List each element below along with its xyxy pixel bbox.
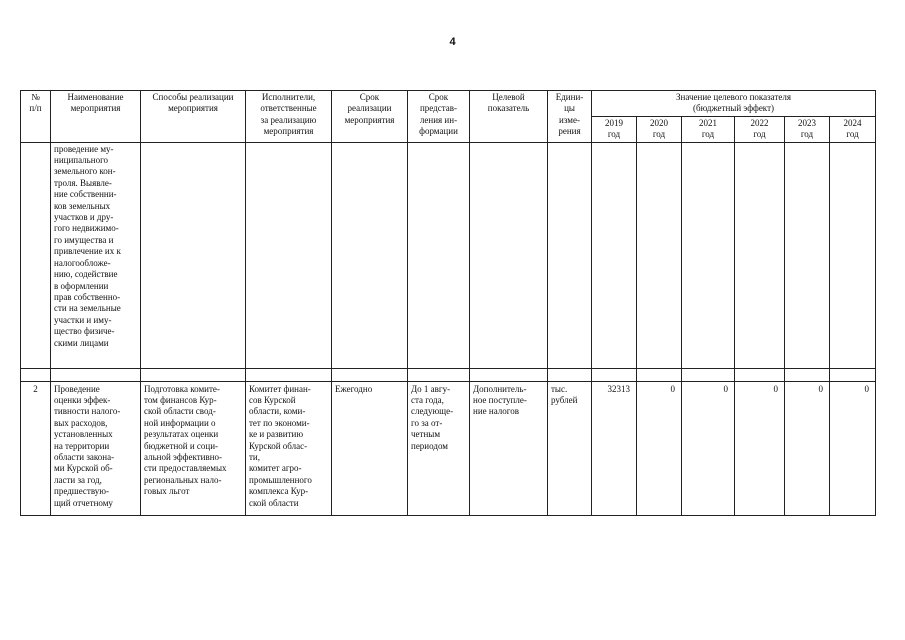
header-no [21,91,51,143]
text-line: бюджетной и соци- [144,440,219,451]
text-line: ской области свод- [144,406,216,417]
text-line: Срок [428,92,449,102]
text-line: рублей [551,395,578,406]
text-line: показатель [487,103,530,114]
text-line: на территории [54,440,110,451]
text-line: налогообложе- [54,257,111,268]
text-line: области закона- [54,452,115,463]
cell-value-2020 [637,142,682,368]
text-line: периодом [411,440,448,451]
text-line: рения [558,126,581,137]
text-line: промышленного [249,474,312,485]
text-line: Способы реализации [152,92,234,102]
text-line: ков земельных [54,200,111,211]
cell-value-2023: 0 [785,381,830,515]
header-report-term [408,91,470,143]
text-line: тивности налого- [54,406,121,417]
cell-value-2024 [830,142,876,368]
text-line: участки и иму- [54,314,112,325]
text-line: Комитет финан- [249,383,311,394]
table-row-continuation [21,142,876,368]
text-line: комитет агро- [249,463,302,474]
text-line: щий отчетному [54,497,113,508]
header-value-group [592,91,876,117]
text-line: троля. Выявле- [54,177,112,188]
header-year-2020: 2020 год [637,116,682,142]
text-line: четным [411,429,441,440]
text-line: ской области [249,497,299,508]
text-line: п/п [29,103,42,114]
text-line: го имущества и [54,234,114,245]
header-year-2022: 2022 год [735,116,785,142]
text-line: Наименование [67,92,124,102]
text-line: том финансов Кур- [144,395,217,406]
cell-value-2022: 0 [735,381,785,515]
cell-units [548,381,592,515]
text-line: привлечение их к [54,246,121,257]
cell-executors [246,381,332,515]
text-line: ти, [249,452,260,463]
text-line: Срок [359,92,380,102]
text-line: проведение му- [54,143,114,154]
header-name [51,91,141,143]
text-line: скими лицами [54,337,109,348]
text-line: следующе- [411,406,454,417]
text-line: ласти за год, [54,474,102,485]
text-line: реализации [347,103,392,114]
text-line: Исполнители, [261,92,316,102]
text-line: вых расходов, [54,417,108,428]
text-line: говых льгот [144,486,190,497]
text-line: тыс. [551,383,568,394]
text-line: Проведение [54,383,100,394]
cell-value-2019 [592,142,637,368]
cell-units [548,142,592,368]
header-methods [141,91,246,143]
text-line: ниципального [54,155,109,166]
header-term [332,91,408,143]
text-line: участков и дру- [54,212,114,223]
targets-table [20,90,876,516]
text-line: сти на земельные [54,303,121,314]
cell-no: 2 [21,381,51,515]
table-row-spacer [21,368,876,381]
text-line: региональных нало- [144,474,222,485]
text-line: № [31,92,40,102]
text-line: установленных [54,429,113,440]
text-line: комплекса Кур- [249,486,309,497]
cell-target [470,381,548,515]
cell-value-2022 [735,142,785,368]
text-line: щество физиче- [54,326,115,337]
header-target [470,91,548,143]
text-line: ние налогов [473,406,519,417]
text-line: Значение целевого показателя [676,92,791,102]
cell-no [21,142,51,368]
text-line: мероприятия [168,103,218,114]
text-line: за реализацию [260,114,317,125]
text-line: нию, содействие [54,269,118,280]
text-line: сти предоставляемых [144,463,227,474]
header-year-2019: 2019 год [592,116,637,142]
text-line: ста года, [411,395,444,406]
text-line: Едини- [555,92,584,102]
text-line: ное поступле- [473,395,527,406]
text-line: изме- [559,114,580,125]
text-line: тет по экономи- [249,417,310,428]
cell-name [51,381,141,515]
cell-value-2024: 0 [830,381,876,515]
cell-value-2019: 32313 [592,381,637,515]
cell-report-term [408,142,470,368]
page-number: 4 [449,36,456,48]
cell-value-2020: 0 [637,381,682,515]
cell-term [332,142,408,368]
text-line: гого недвижимо- [54,223,119,234]
text-line: ления ин- [419,114,458,125]
header-executors [246,91,332,143]
text-line: До 1 авгу- [411,383,451,394]
text-line: альной эффективно- [144,452,223,463]
text-line: предшествую- [54,486,110,497]
text-line: Подготовка комите- [144,383,220,394]
cell-methods [141,142,246,368]
text-line: цы [564,103,575,114]
table-row-2 [21,381,876,515]
text-line: ми Курской об- [54,463,113,474]
header-year-2021: 2021 год [682,116,735,142]
cell-report-term [408,381,470,515]
text-line: (бюджетный эффект) [693,103,774,114]
cell-value-2021 [682,142,735,368]
text-line: земельного кон- [54,166,116,177]
header-year-2024: 2024 год [830,116,876,142]
text-line: Дополнитель- [473,383,527,394]
cell-value-2021: 0 [682,381,735,515]
header-year-2023: 2023 год [785,116,830,142]
text-line: области, коми- [249,406,306,417]
text-line: прав собственно- [54,291,121,302]
text-line: формации [419,126,458,137]
cell-value-2023 [785,142,830,368]
text-line: го за от- [411,417,443,428]
text-line: сов Курской [249,395,296,406]
text-line: результатах оценки [144,429,219,440]
text-line: ной информации о [144,417,216,428]
text-line: ответственные [260,103,317,114]
text-line: ние собственни- [54,189,117,200]
cell-target [470,142,548,368]
cell-executors [246,142,332,368]
text-line: мероприятия [263,126,314,137]
text-line: мероприятия [70,103,121,114]
text-line: ке и развитию [249,429,304,440]
header-units [548,91,592,143]
text-line: мероприятия [344,114,395,125]
text-line: Целевой [492,92,525,102]
text-line: оценки эффек- [54,395,111,406]
cell-methods [141,381,246,515]
cell-term: Ежегодно [332,381,408,515]
text-line: представ- [419,103,458,114]
cell-name [51,142,141,368]
text-line: в оформлении [54,280,109,291]
text-line: Курской облас- [249,440,308,451]
